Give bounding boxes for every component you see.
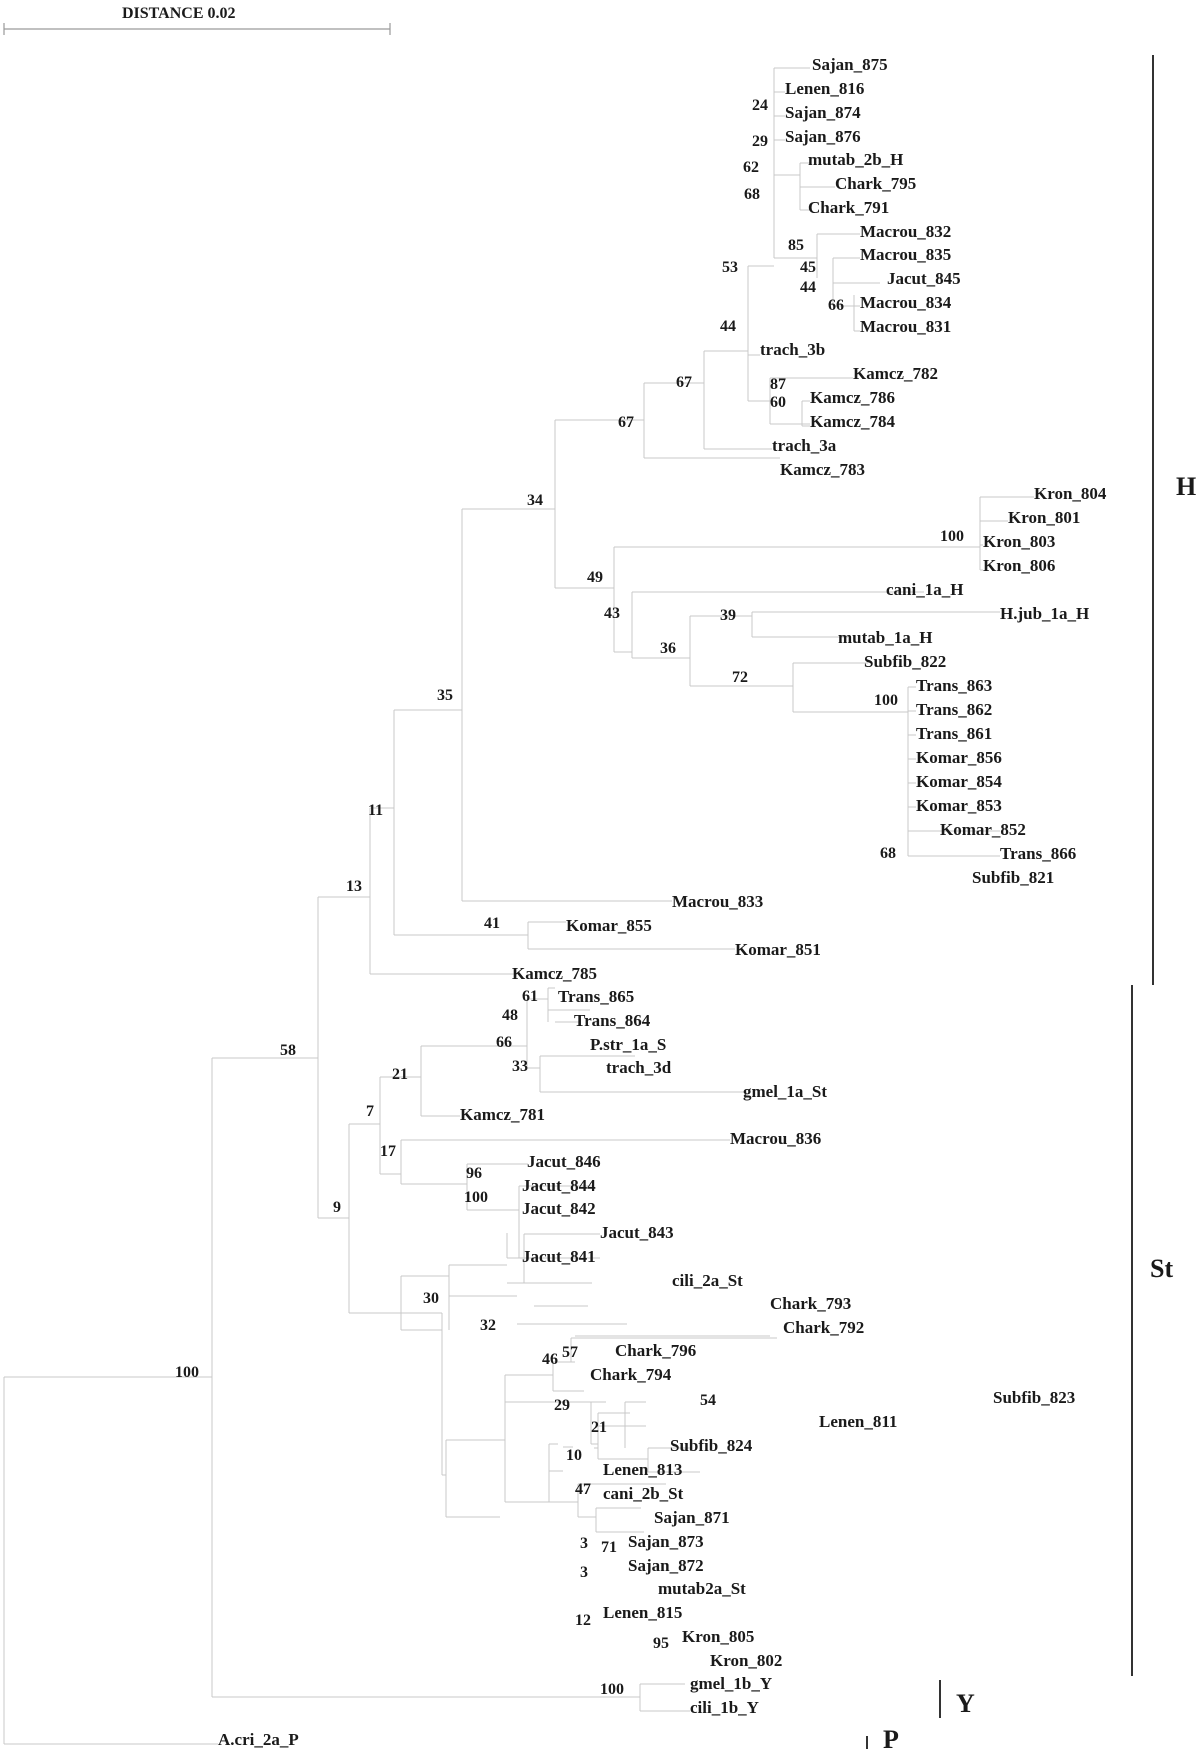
taxon-label: Macrou_831 [860,317,952,336]
clade-label-st: St [1150,1254,1174,1283]
bootstrap-value: 32 [480,1317,496,1334]
taxon-label: gmel_1a_St [743,1082,828,1101]
taxon-label: Jacut_842 [522,1199,596,1218]
bootstrap-value: 29 [554,1397,570,1414]
taxon-label: Trans_866 [1000,844,1077,863]
taxon-label: Chark_795 [835,174,917,193]
clade-label-y: Y [956,1689,975,1718]
taxon-label: Trans_865 [558,987,635,1006]
taxon-label: Macrou_834 [860,293,952,312]
taxon-label: Kron_805 [682,1627,755,1646]
taxon-label: Kron_802 [710,1651,783,1670]
bootstrap-value: 9 [333,1199,341,1216]
bootstrap-value: 44 [800,279,816,296]
taxon-label: trach_3b [760,340,826,359]
bootstrap-value: 100 [464,1189,488,1206]
bootstrap-value: 17 [380,1143,396,1160]
taxon-label: trach_3d [606,1058,672,1077]
bootstrap-value: 21 [591,1419,607,1436]
taxon-label: cili_2a_St [672,1271,743,1290]
taxon-label: P.str_1a_S [590,1035,667,1054]
taxon-label: Sajan_873 [628,1532,704,1551]
taxon-label: Komar_851 [735,940,821,959]
bootstrap-value: 47 [575,1481,591,1498]
bootstrap-value: 54 [700,1392,716,1409]
taxon-label: Komar_852 [940,820,1026,839]
taxon-label: mutab_2b_H [808,150,904,169]
bootstrap-value: 100 [874,692,898,709]
taxon-label: Subfib_821 [972,868,1055,887]
taxon-label: Jacut_846 [527,1152,601,1171]
taxon-label: Kron_806 [983,556,1056,575]
taxon-label: Jacut_843 [600,1223,674,1242]
taxon-label: Lenen_811 [819,1412,898,1431]
bootstrap-value: 35 [437,687,453,704]
bootstrap-value: 68 [880,845,896,862]
scale-bar [4,23,390,35]
taxon-label: Sajan_876 [785,127,861,146]
taxon-label: Chark_791 [808,198,890,217]
bootstrap-value: 10 [566,1447,582,1464]
taxon-label: Komar_855 [566,916,652,935]
taxon-label: mutab_1a_H [838,628,933,647]
taxon-label: Kron_803 [983,532,1056,551]
clade-label-h: H [1176,472,1197,501]
taxon-label: Chark_794 [590,1365,672,1384]
bootstrap-value: 29 [752,133,768,150]
taxon-label: Macrou_832 [860,222,952,241]
bootstrap-value: 72 [732,669,748,686]
bootstrap-value: 61 [522,988,538,1005]
bootstrap-value: 44 [720,318,736,335]
bootstrap-value: 43 [604,605,620,622]
taxon-label: Trans_862 [916,700,993,719]
scale-label: DISTANCE 0.02 [122,5,236,22]
bootstrap-value: 45 [800,259,816,276]
taxon-label: Trans_861 [916,724,993,743]
taxa [218,55,1107,1749]
bootstrap-value: 41 [484,915,500,932]
taxon-label: cili_1b_Y [690,1698,759,1717]
taxon-label: H.jub_1a_H [1000,604,1090,623]
taxon-label: Subfib_822 [864,652,947,671]
bootstrap-value: 96 [466,1165,482,1182]
taxon-label: Subfib_824 [670,1436,753,1455]
taxon-label: Chark_792 [783,1318,865,1337]
taxon-label: Kron_801 [1008,508,1081,527]
bootstrap-value: 24 [752,97,768,114]
bootstrap-value: 66 [828,297,844,314]
bootstrap-value: 67 [618,414,634,431]
taxon-label: trach_3a [772,436,837,455]
taxon-label: Kamcz_784 [810,412,895,431]
taxon-label: Sajan_871 [654,1508,730,1527]
bootstrap-value: 21 [392,1066,408,1083]
taxon-label: Trans_864 [574,1011,651,1030]
bootstrap-value: 34 [527,492,543,509]
bootstrap-value: 11 [368,802,384,819]
clade-label-p: P [883,1725,899,1749]
taxon-label: Kamcz_782 [853,364,938,383]
bootstrap-value: 49 [587,569,603,586]
bootstrap-value: 57 [562,1344,578,1361]
bootstrap-value: 68 [744,186,760,203]
taxon-label: Kamcz_783 [780,460,865,479]
bootstrap-value: 30 [423,1290,439,1307]
taxon-label: Komar_853 [916,796,1002,815]
taxon-label: Komar_854 [916,772,1002,791]
bootstrap-value: 95 [653,1635,669,1652]
bootstrap-value: 67 [676,374,692,391]
bootstrap-value: 87 [770,376,786,393]
taxon-label: Kamcz_781 [460,1105,545,1124]
taxon-label: Macrou_833 [672,892,764,911]
taxon-label: cani_1a_H [886,580,964,599]
bootstrap-value: 3 [580,1535,588,1552]
taxon-label: Kamcz_785 [512,964,597,983]
taxon-label: Komar_856 [916,748,1002,767]
taxon-label: Lenen_815 [603,1603,683,1622]
bootstrap-value: 12 [575,1612,591,1629]
bootstrap-value: 58 [280,1042,296,1059]
taxon-label: Lenen_816 [785,79,865,98]
bootstrap-value: 33 [512,1058,528,1075]
bootstrap-value: 100 [600,1681,624,1698]
bootstrap-value: 39 [720,607,736,624]
bootstrap-value: 100 [940,528,964,545]
bootstrap-value: 66 [496,1034,512,1051]
bootstrap-value: 3 [580,1564,588,1581]
taxon-label: Macrou_835 [860,245,952,264]
taxon-label: cani_2b_St [603,1484,684,1503]
bootstrap-value: 48 [502,1007,518,1024]
taxon-label: Jacut_841 [522,1247,596,1266]
taxon-label: Sajan_875 [812,55,888,74]
taxon-label: gmel_1b_Y [690,1674,773,1693]
bootstrap-value: 60 [770,394,786,411]
bootstrap-value: 71 [601,1539,617,1556]
taxon-label: Macrou_836 [730,1129,822,1148]
taxon-label: Sajan_872 [628,1556,704,1575]
taxon-label: mutab2a_St [658,1579,746,1598]
bootstrap-value: 53 [722,259,738,276]
bootstrap-value: 85 [788,237,804,254]
bootstrap-value: 7 [366,1103,374,1120]
taxon-label: Kamcz_786 [810,388,895,407]
bootstrap-value: 36 [660,640,676,657]
taxon-label: Sajan_874 [785,103,861,122]
taxon-label: Lenen_813 [603,1460,683,1479]
taxon-label: Jacut_845 [887,269,961,288]
taxon-label: Jacut_844 [522,1176,596,1195]
taxon-label: Trans_863 [916,676,993,695]
bootstrap-value: 46 [542,1351,558,1368]
bootstrap-value: 100 [175,1364,199,1381]
bootstrap-values [175,97,964,1698]
taxon-label: Chark_796 [615,1341,697,1360]
taxon-label: Subfib_823 [993,1388,1076,1407]
bootstrap-value: 13 [346,878,362,895]
taxon-label: Kron_804 [1034,484,1107,503]
taxon-label: Chark_793 [770,1294,852,1313]
taxon-label: A.cri_2a_P [218,1730,299,1749]
bootstrap-value: 62 [743,159,759,176]
